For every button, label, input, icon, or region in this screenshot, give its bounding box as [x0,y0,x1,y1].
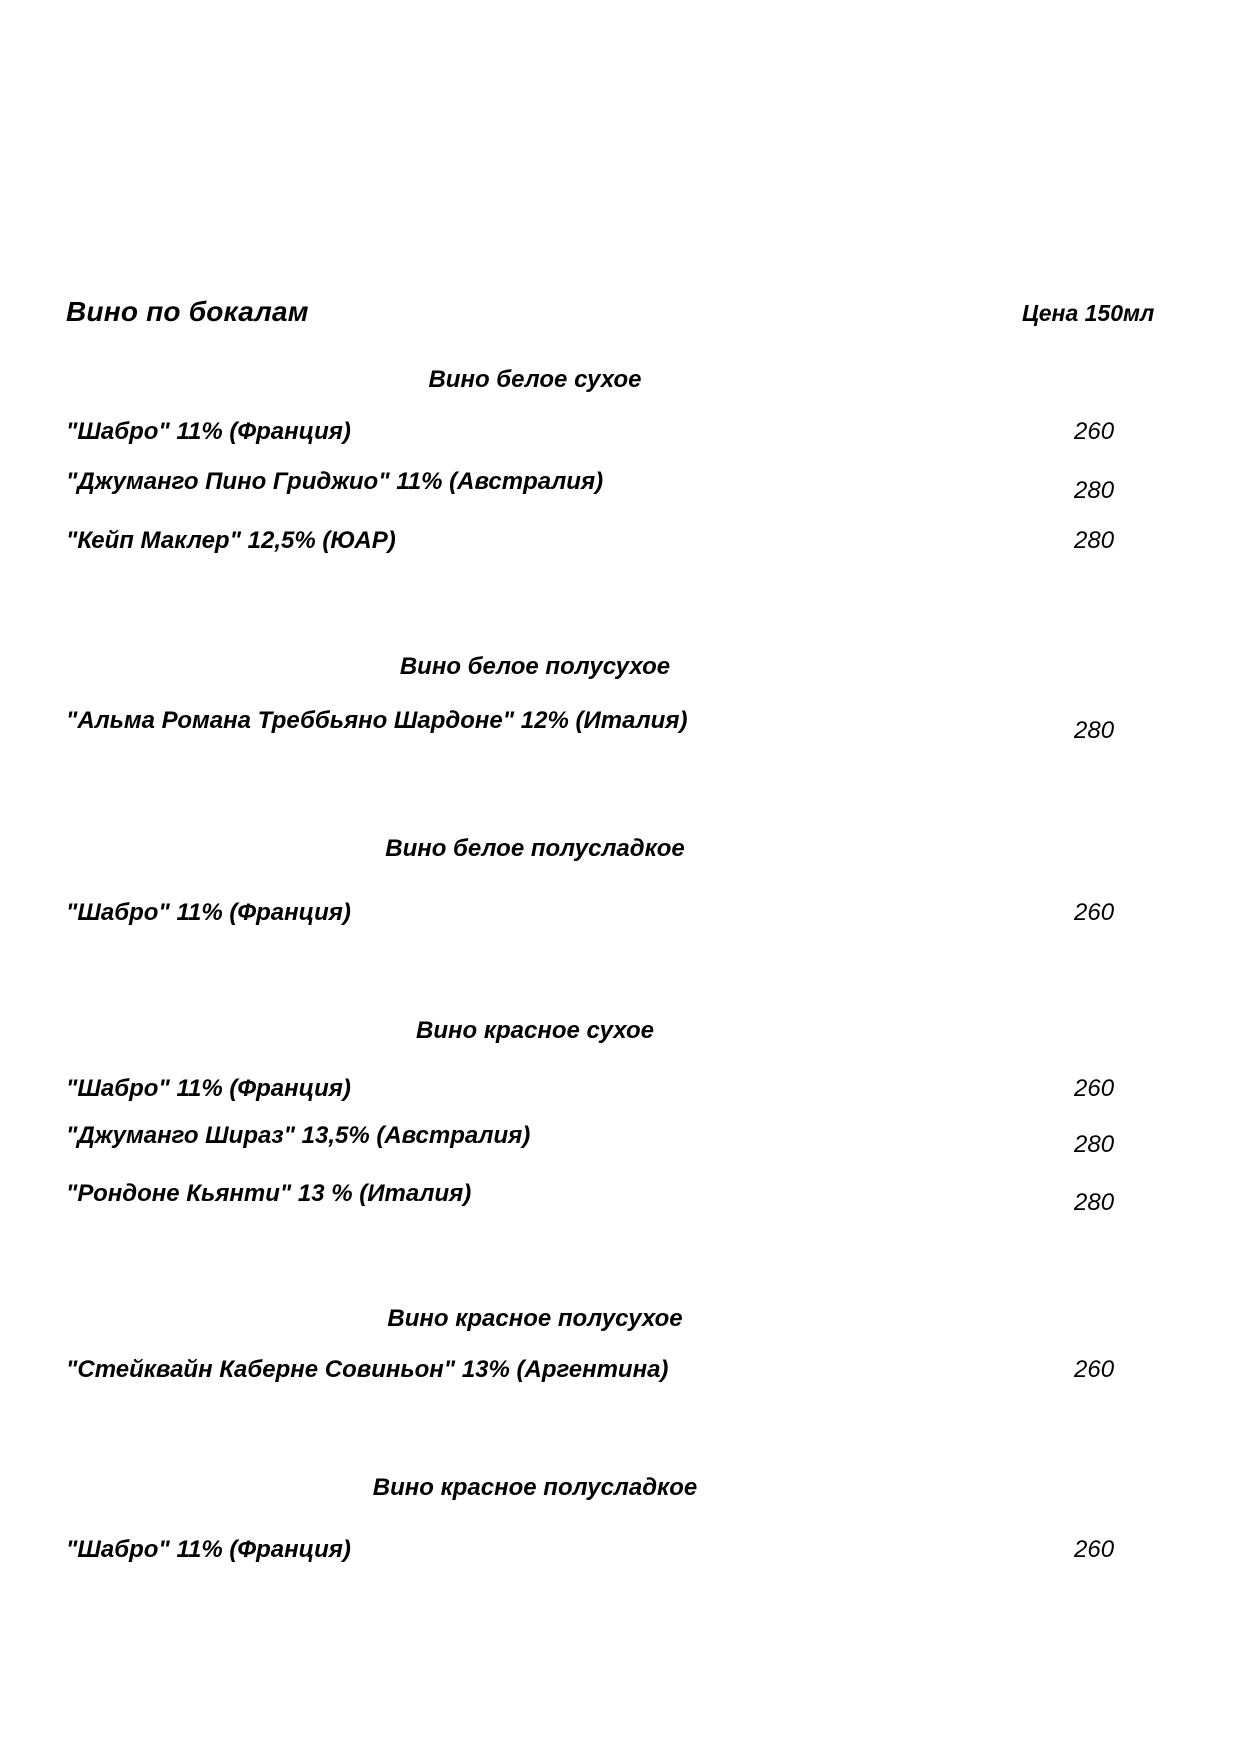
wine-item-price: 260 [1074,899,1115,926]
page-title: Вино по бокалам [66,296,309,327]
wine-item-price: 280 [1074,717,1115,744]
wine-item-name: "Шабро" 11% (Франция) [66,1075,351,1102]
wine-item-name: "Джуманго Шираз" 13,5% (Австралия) [66,1122,531,1149]
section-title-white-dry: Вино белое сухое [428,366,642,393]
wine-item-price: 280 [1074,1189,1115,1216]
wine-item-price: 260 [1074,1356,1115,1383]
wine-item-name: "Кейп Маклер" 12,5% (ЮАР) [66,527,396,554]
wine-item-price: 260 [1074,1075,1115,1102]
wine-item-name: "Шабро" 11% (Франция) [66,1536,351,1563]
section-title-white-semi-sweet: Вино белое полусладкое [385,835,685,862]
wine-item-price: 280 [1074,1131,1115,1158]
wine-item-price: 260 [1074,418,1115,445]
wine-item-price: 280 [1074,477,1115,504]
price-column-header: Цена 150мл [1022,300,1155,326]
section-title-red-semi-sweet: Вино красное полусладкое [372,1474,698,1501]
wine-item-name: "Шабро" 11% (Франция) [66,899,351,926]
section-title-red-dry: Вино красное сухое [416,1017,654,1044]
wine-item-name: "Стейквайн Каберне Совиньон" 13% (Аргентина) [66,1356,669,1383]
wine-item-name: "Альма Романа Треббьяно Шардоне" 12% (Италия) [66,707,688,734]
wine-item-name: "Джуманго Пино Гриджио" 11% (Австралия) [66,468,604,495]
wine-item-name: "Рондоне Кьянти" 13 % (Италия) [66,1180,472,1207]
wine-item-name: "Шабро" 11% (Франция) [66,418,351,445]
section-title-white-semi-dry: Вино белое полусухое [399,653,671,680]
section-title-red-semi-dry: Вино красное полусухое [387,1305,683,1332]
wine-item-price: 260 [1074,1536,1115,1563]
wine-item-price: 280 [1074,527,1115,554]
